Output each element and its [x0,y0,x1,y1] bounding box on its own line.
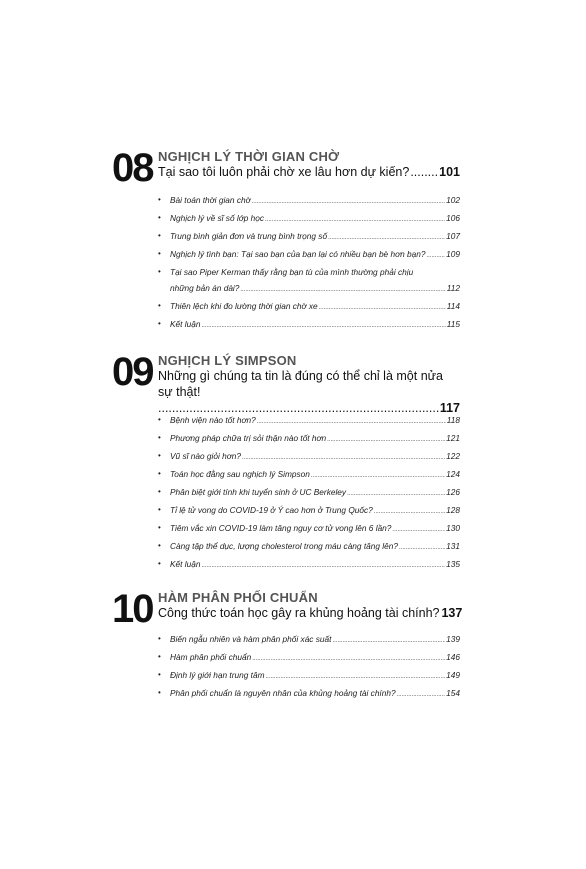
leader-dots [319,300,446,316]
chapter-page: 101 [439,165,460,179]
list-item[interactable] [158,448,460,466]
section-list [158,192,460,334]
leader-dots [392,522,445,538]
leader-dots [265,212,445,228]
bullet-icon: • [158,469,161,478]
leader-dots [257,414,446,430]
chapter-name: NGHỊCH LÝ SIMPSON [158,353,297,368]
chapter-subtitle-row[interactable] [158,368,460,416]
list-item[interactable] [158,210,460,228]
chapter-subtitle-row[interactable] [158,164,460,180]
bullet-icon: • [158,634,161,643]
list-item[interactable] [158,264,460,298]
bullet-icon: • [158,433,161,442]
bullet-icon: • [158,559,161,568]
item-page: 115 [446,319,460,329]
leader-dots [265,669,445,685]
item-title: Nghịch lý tình bạn: Tại sao bạn của bạn lại có nhiều bạn bè hơn bạn? [170,249,426,259]
section-list [158,631,460,703]
leader-dots [332,633,445,649]
item-page: 114 [446,301,460,311]
bullet-icon: • [158,523,161,532]
bullet-icon: • [158,319,161,328]
chapter-heading [158,354,460,416]
list-item[interactable] [158,556,460,574]
list-item[interactable] [158,685,460,703]
item-title: Kết luận [170,319,201,329]
list-item[interactable] [158,649,460,667]
list-item[interactable] [158,466,460,484]
leader-dots [242,450,445,466]
chapter-number: 10 [112,587,153,631]
chapter-name: HÀM PHÂN PHỐI CHUẨN [158,590,318,605]
item-page: 112 [446,283,460,293]
item-page: 131 [446,541,460,551]
chapter-number: 09 [112,350,153,394]
leader-dots [397,687,446,703]
item-title: Phân biệt giới tính khi tuyển sinh ở UC Berkeley [170,487,347,497]
item-page: 124 [446,469,460,479]
list-item[interactable] [158,520,460,538]
leader-dots [240,282,445,298]
item-page: 102 [446,195,460,205]
list-item[interactable] [158,412,460,430]
list-item[interactable] [158,631,460,649]
item-title: Biến ngẫu nhiên và hàm phân phối xác suất [170,634,332,644]
item-page: 146 [446,652,460,662]
item-page: 122 [446,451,460,461]
item-title: Nghịch lý về sĩ số lớp học [170,213,265,223]
list-item[interactable] [158,228,460,246]
bullet-icon: • [158,301,161,310]
item-page: 106 [446,213,460,223]
item-title: Thiên lệch khi đo lường thời gian chờ xe [170,301,318,311]
item-title: những bản án dài? [170,283,240,293]
item-page: 149 [446,670,460,680]
chapter-subtitle-row[interactable] [158,605,463,621]
bullet-icon: • [158,267,161,276]
bullet-icon: • [158,505,161,514]
item-page: 126 [446,487,460,497]
item-page: 109 [446,249,460,259]
bullet-icon: • [158,249,161,258]
leader-dots [201,318,445,334]
leader-dots [201,558,445,574]
item-title: Vũ sĩ nào giỏi hơn? [170,451,241,461]
item-page: 118 [446,415,460,425]
chapter-page: 137 [441,606,463,620]
chapter-subtitle: Tại sao tôi luôn phải chờ xe lâu hơn dự kiến? [158,165,410,179]
item-page: 128 [446,505,460,515]
chapter-subtitle: Những gì chúng ta tin là đúng có thể chỉ là một nửa sự thật! [158,369,443,399]
bullet-icon: • [158,688,161,697]
item-title: Trung bình giản đơn và trung bình trọng số [170,231,328,241]
bullet-icon: • [158,487,161,496]
list-item[interactable] [158,298,460,316]
list-item[interactable] [158,484,460,502]
bullet-icon: • [158,195,161,204]
item-title: Tiêm vắc xin COVID-19 làm tăng nguy cơ tử vong lên 6 lần? [170,523,392,533]
bullet-icon: • [158,541,161,550]
leader-dots [347,486,445,502]
leader-dots [252,651,445,667]
item-page: 154 [446,688,460,698]
bullet-icon: • [158,451,161,460]
item-page: 130 [446,523,460,533]
item-title: Bài toán thời gian chờ [170,195,251,205]
section-list [158,412,460,574]
bullet-icon: • [158,231,161,240]
leader-dots [252,194,446,210]
item-page: 121 [446,433,460,443]
item-title: Hàm phân phối chuẩn [170,652,252,662]
list-item[interactable] [158,316,460,334]
bullet-icon: • [158,652,161,661]
item-title: Phân phối chuẩn là nguyên nhân của khủng hoảng tài chính? [170,688,396,698]
bullet-icon: • [158,670,161,679]
list-item[interactable] [158,538,460,556]
leader-dots [374,504,445,520]
item-title-line1: Tại sao Piper Kerman thấy rằng bạn tù của mình thường phải chịu [170,267,414,277]
bullet-icon: • [158,213,161,222]
list-item[interactable] [158,192,460,210]
item-title: Kết luận [170,559,201,569]
item-title: Càng tập thể dục, lượng cholesterol trong máu càng tăng lên? [170,541,398,551]
list-item[interactable] [158,667,460,685]
leader-dots [311,468,445,484]
chapter-number: 08 [112,146,153,190]
list-item[interactable] [158,502,460,520]
chapter-name: NGHỊCH LÝ THỜI GIAN CHỜ [158,149,340,164]
chapter-page: 117 [439,401,460,415]
list-item[interactable] [158,430,460,448]
chapter-heading [158,590,463,621]
chapter-subtitle: Công thức toán học gây ra khủng hoảng tài chính? [158,606,440,620]
item-title: Phương pháp chữa trị sỏi thận nào tốt hơn [170,433,327,443]
item-title: Bệnh viện nào tốt hơn? [170,415,256,425]
list-item[interactable] [158,246,460,264]
leader-dots [399,540,445,556]
leader-dots [328,230,445,246]
item-page: 139 [446,634,460,644]
leader-dots [327,432,445,448]
item-title: Định lý giới hạn trung tâm [170,670,265,680]
item-title: Toán học đằng sau nghịch lý Simpson [170,469,310,479]
item-title: Tỉ lệ tử vong do COVID-19 ở Ý cao hơn ở Trung Quốc? [170,505,373,515]
chapter-heading [158,150,460,180]
leader-dots [427,248,446,264]
item-page: 107 [446,231,460,241]
bullet-icon: • [158,415,161,424]
leader-dots [410,164,438,180]
item-page: 135 [446,559,460,569]
